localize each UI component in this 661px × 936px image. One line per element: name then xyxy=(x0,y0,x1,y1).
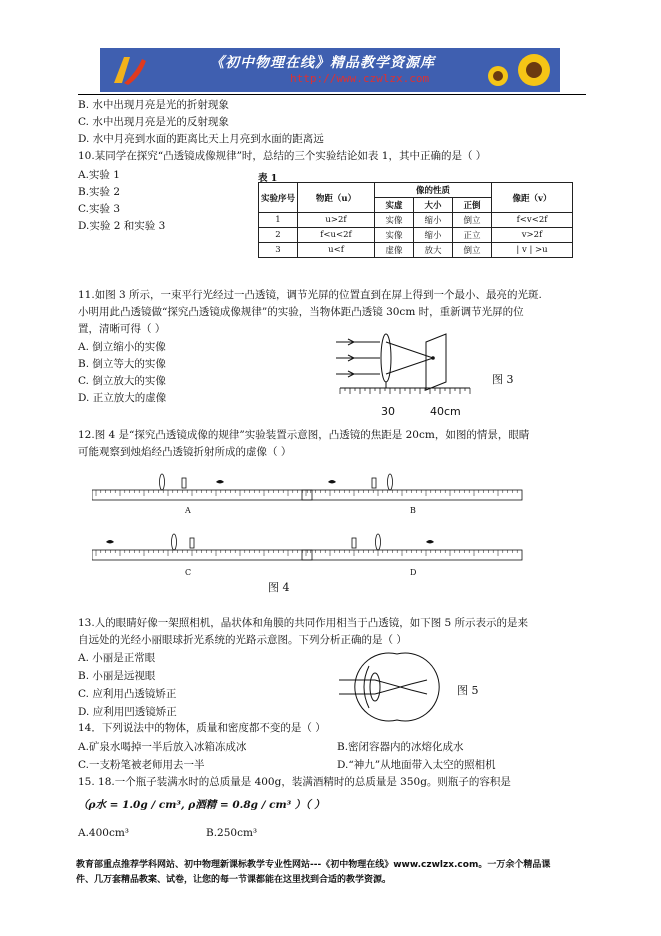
candle xyxy=(372,478,376,488)
banner-title: 《初中物理在线》精品教学资源库 xyxy=(210,55,435,71)
table-cell: u>2f xyxy=(298,213,375,228)
table-cell: 实像 xyxy=(375,228,414,243)
q11-stem-1: 11.如图 3 所示，一束平行光经过一凸透镜，调节光屏的位置直到在屏上得到一个最小、最亮的光斑. xyxy=(78,289,542,301)
q12-stem-1: 12.图 4 是“探究凸透镜成像的规律”实验装置示意图，凸透镜的焦距是 20cm，如图的情景，眼睛 xyxy=(78,429,530,441)
table-cell: 缩小 xyxy=(414,228,453,243)
q13-option-d: D. 应利用凹透镜矫正 xyxy=(78,706,177,718)
q13-option-c: C. 应利用凸透镜矫正 xyxy=(78,688,177,700)
table-header-u: 物距（u） xyxy=(298,183,375,213)
experiment-table xyxy=(258,182,573,258)
q11-option-a: A. 倒立缩小的实像 xyxy=(78,341,166,353)
figure-3-tick-30: 30 xyxy=(381,405,395,418)
q14-option-a: A.矿泉水喝掉一半后放入冰箱冻成冰 xyxy=(78,741,247,753)
q11-option-c: C. 倒立放大的实像 xyxy=(78,375,166,387)
table-subheader: 正倒 xyxy=(453,198,492,213)
table-cell: f<v<2f xyxy=(492,213,573,228)
q10-stem: 10.某同学在探究“凸透镜成像规律”时，总结的三个实验结论如表 1，其中正确的是（ ） xyxy=(78,150,487,162)
table-row xyxy=(259,228,573,243)
table-caption: 表 1 xyxy=(258,173,278,184)
lens xyxy=(160,474,165,490)
table-subheader: 实虚 xyxy=(375,198,414,213)
q15-option-b: B.250cm³ xyxy=(206,827,258,839)
table-cell: 1 xyxy=(259,213,298,228)
table-cell: 正立 xyxy=(453,228,492,243)
table-cell: f<u<2f xyxy=(298,228,375,243)
q9-option-c: C. 水中出现月亮是光的反射现象 xyxy=(78,116,229,128)
eye-icon xyxy=(426,540,434,544)
footer-line-2: 件、几万套精品教案、试卷，让您的每一节课都能在这里找到合适的教学资源。 xyxy=(76,875,392,885)
figure-4-label: 图 4 xyxy=(268,581,290,594)
q14-option-b: B.密闭容器内的冰熔化成水 xyxy=(337,741,464,753)
table-subheader: 大小 xyxy=(414,198,453,213)
q15-option-a: A.400cm³ xyxy=(78,827,130,839)
table-cell: 实像 xyxy=(375,213,414,228)
q10-option-b: B.实验 2 xyxy=(78,186,121,198)
q13-option-b: B. 小丽是远视眼 xyxy=(78,670,156,682)
header-banner xyxy=(100,48,560,92)
table-cell: v>2f xyxy=(492,228,573,243)
page-footer xyxy=(76,858,592,888)
site-logo-icon xyxy=(106,53,148,87)
q10-option-d: D.实验 2 和实验 3 xyxy=(78,220,166,232)
table-row xyxy=(259,213,573,228)
q10-option-c: C.实验 3 xyxy=(78,203,121,215)
lens xyxy=(388,474,393,490)
q15-formula: （ρ水 = 1.0g / cm³, ρ酒精 = 0.8g / cm³ ）（ ） xyxy=(78,799,325,811)
figure-4-label-b: B xyxy=(410,506,416,515)
footer-line-1: 教育部重点推荐学科网站、初中物理新课标教学专业性网站---《初中物理在线》www.czwlzx.com。一万余个精品课 xyxy=(76,860,551,870)
figure-4-panels xyxy=(92,468,524,580)
candle xyxy=(182,478,186,488)
table-header-seq: 实验序号 xyxy=(259,183,298,213)
table-cell: 缩小 xyxy=(414,213,453,228)
q11-option-d: D. 正立放大的虚像 xyxy=(78,392,167,404)
banner-url[interactable]: http://www.czwlzx.com xyxy=(290,72,430,85)
q12-stem-2: 可能观察到烛焰经凸透镜折射所成的虚像（ ） xyxy=(78,446,292,458)
q11-option-b: B. 倒立等大的实像 xyxy=(78,358,166,370)
table-cell: 虚像 xyxy=(375,243,414,258)
figure-5-label: 图 5 xyxy=(457,684,479,697)
q9-option-b: B. 水中出现月亮是光的折射现象 xyxy=(78,99,229,111)
figure-3-tick-40: 40cm xyxy=(430,405,461,418)
table-cell: | v | >u xyxy=(492,243,573,258)
q15-stem: 15. 18.一个瓶子装满水时的总质量是 400g，装满酒精时的总质量是 350g。则瓶子的容积是 xyxy=(78,776,511,788)
q14-stem: 14．下列说法中的物体，质量和密度都不变的是（ ） xyxy=(78,722,326,734)
q14-option-d: D.“神九”从地面带入太空的照相机 xyxy=(337,759,496,771)
header-rule xyxy=(78,94,586,95)
table-cell: 倒立 xyxy=(453,213,492,228)
figure-4-label-c: C xyxy=(185,568,192,577)
table-header-v: 像距（v） xyxy=(492,183,573,213)
figure-3-label: 图 3 xyxy=(492,373,514,386)
lens xyxy=(172,534,177,550)
figure-5-eye-diagram xyxy=(335,650,453,724)
table-cell: 放大 xyxy=(414,243,453,258)
figure-4-label-d: D xyxy=(410,568,417,577)
q9-option-d: D. 水中月亮到水面的距离比天上月亮到水面的距离远 xyxy=(78,133,324,145)
table-row xyxy=(259,243,573,258)
eye-icon xyxy=(106,540,114,544)
candle xyxy=(352,538,356,548)
candle xyxy=(190,538,194,548)
table-cell: 倒立 xyxy=(453,243,492,258)
table-cell: 2 xyxy=(259,228,298,243)
q11-stem-3: 置，清晰可得（ ） xyxy=(78,323,166,335)
q10-option-a: A.实验 1 xyxy=(78,169,120,181)
table-cell: 3 xyxy=(259,243,298,258)
figure-3-lens-diagram xyxy=(330,330,480,414)
figure-4-label-a: A xyxy=(185,506,191,515)
q14-option-c: C.一支粉笔被老师用去一半 xyxy=(78,759,205,771)
figure-4-drawing xyxy=(92,468,524,580)
q13-stem-1: 13.人的眼睛好像一架照相机，晶状体和角膜的共同作用相当于凸透镜，如下图 5 所示表示的是来 xyxy=(78,617,529,629)
q11-stem-2: 小明用此凸透镜做“探究凸透镜成像规律”的实验，当物体距凸透镜 30cm 时，重新调节光屏的位 xyxy=(78,306,524,318)
table-cell: u<f xyxy=(298,243,375,258)
sunflower-icon xyxy=(476,50,556,90)
q13-option-a: A. 小丽是正常眼 xyxy=(78,652,156,664)
q13-stem-2: 自远处的光经小丽眼球折光系统的光路示意图。下列分析正确的是（ ） xyxy=(78,634,407,646)
eye-icon xyxy=(328,480,336,484)
table-header-prop: 像的性质 xyxy=(375,183,492,198)
eye-icon xyxy=(216,480,224,484)
lens xyxy=(376,534,381,550)
